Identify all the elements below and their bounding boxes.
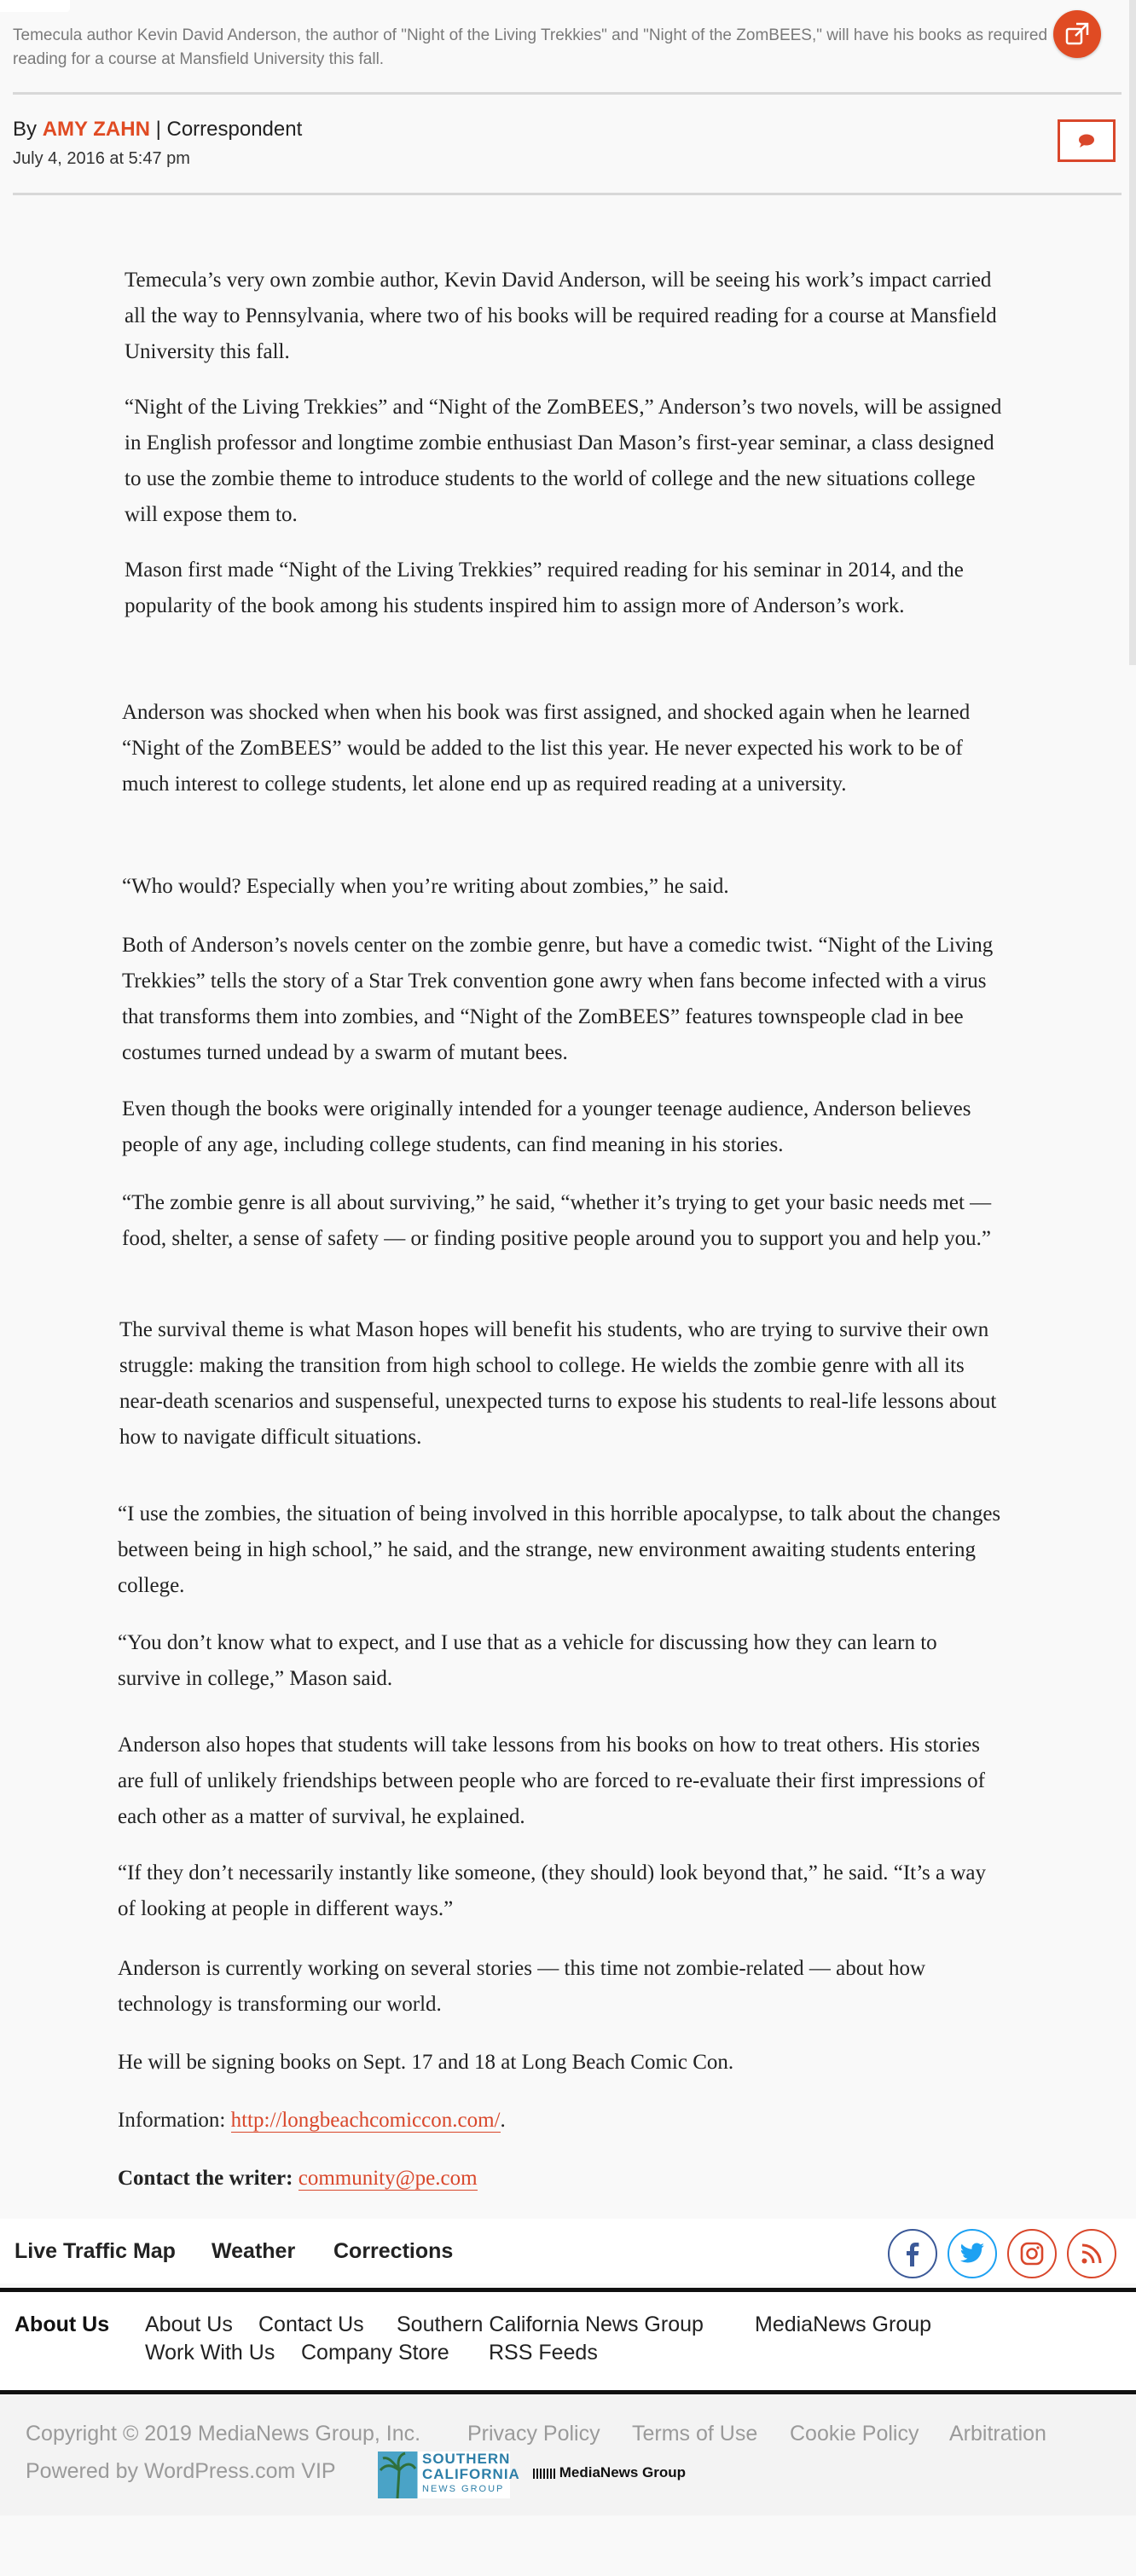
article-paragraph: “If they don’t necessarily instantly like someone, (they should) look beyond that,” he said. “It’s a way of looking at people in different ways.” bbox=[118, 1861, 987, 1920]
twitter-icon bbox=[959, 2243, 985, 2265]
photo-caption: Temecula author Kevin David Anderson, the author of "Night of the Living Trekkies" and "Night of the ZomBEES," will have his books as required reading for a course at Mansfield University this fall. bbox=[13, 26, 1048, 68]
about-link-rss-feeds[interactable]: RSS Feeds bbox=[489, 2341, 598, 2365]
twitter-button[interactable] bbox=[948, 2229, 997, 2278]
author-role: Correspondent bbox=[166, 118, 303, 141]
scrollbar[interactable] bbox=[1129, 0, 1136, 665]
article-paragraph: “Who would? Especially when you’re writing about zombies,” he said. bbox=[122, 875, 729, 898]
article-paragraph: He will be signing books on Sept. 17 and 18 at Long Beach Comic Con. bbox=[118, 2051, 734, 2074]
article-paragraph: “I use the zombies, the situation of being involved in this horrible apocalypse, to talk about the changes between being in high school,” he said, and the strange, new environment awaiting students entering college. bbox=[118, 1502, 1001, 1597]
scng-logo[interactable] bbox=[378, 2451, 520, 2498]
footer-link-weather[interactable]: Weather bbox=[212, 2239, 296, 2263]
about-section bbox=[0, 2292, 1136, 2390]
article-paragraph: Anderson is currently working on several stories — this time not zombie-related — about how technology is transforming our world. bbox=[118, 1957, 926, 2016]
scng-logo-line3: NEWS GROUP bbox=[422, 2484, 505, 2494]
header-divider bbox=[13, 92, 1122, 95]
article-paragraph: Both of Anderson’s novels center on the zombie genre, but have a comedic twist. “Night of the Living Trekkies” tells the story of a Star Trek convention gone awry when fans become infected with a virus that transforms them into zombies, and “Night of the ZomBEES” features townspeople clad in bee costumes turned undead by a swarm of mutant bees. bbox=[122, 934, 994, 1064]
about-heading: About Us bbox=[14, 2313, 110, 2336]
article-paragraph: The survival theme is what Mason hopes will benefit his students, who are trying to survive their own struggle: making the transition from high school to college. He wields the zombie genre with all its near-death scenarios and suspenseful, unexpected turns to expose his students to real-life lessons about how to navigate difficult situations. bbox=[119, 1318, 997, 1449]
terms-of-use-link[interactable]: Terms of Use bbox=[632, 2422, 758, 2446]
article-paragraph: Even though the books were originally intended for a younger teenage audience, Anderson believes people of any age, including college students, can find meaning in his stories. bbox=[122, 1097, 971, 1156]
article-paragraph: Anderson was shocked when when his book was first assigned, and shocked again when he learned “Night of the ZomBEES” would be added to the list this year. He never expected his work to be of much interest to college students, let alone end up as required reading at a university. bbox=[122, 701, 971, 796]
info-paragraph bbox=[118, 2103, 1005, 2139]
article-paragraph: “Night of the Living Trekkies” and “Night of the ZomBEES,” Anderson’s two novels, will be assigned in English professor and longtime zombie enthusiast Dan Mason’s first-year seminar, a class designed to use the zombie theme to introduce students to the world of college and the new situations college will expose them to. bbox=[125, 396, 1002, 526]
scng-logo-line1: SOUTHERN bbox=[422, 2451, 511, 2467]
scng-logo-line2: CALIFORNIA bbox=[422, 2466, 520, 2482]
expand-gallery-icon bbox=[1064, 21, 1090, 47]
rss-icon bbox=[1081, 2243, 1103, 2265]
medianews-group-logo[interactable] bbox=[533, 2464, 686, 2481]
instagram-button[interactable] bbox=[1007, 2229, 1057, 2278]
medianews-logo-text: MediaNews Group bbox=[559, 2464, 687, 2480]
byline-divider bbox=[13, 193, 1122, 195]
copyright-section bbox=[0, 2396, 1136, 2515]
contact-paragraph bbox=[118, 2161, 1005, 2197]
article-paragraph: Temecula’s very own zombie author, Kevin David Anderson, will be seeing his work’s impact carried all the way to Pennsylvania, where two of his books will be required reading for a course at Mansfield University this fall. bbox=[125, 269, 997, 363]
article-paragraph: Mason first made “Night of the Living Trekkies” required reading for his seminar in 2014, and the popularity of the book among his students inspired him to assign more of Anderson’s work. bbox=[125, 559, 964, 617]
privacy-policy-link[interactable]: Privacy Policy bbox=[467, 2422, 600, 2446]
arbitration-link[interactable]: Arbitration bbox=[949, 2422, 1046, 2446]
about-link-contact-us[interactable]: Contact Us bbox=[258, 2313, 364, 2336]
info-label: Information: bbox=[118, 2109, 226, 2132]
contact-email-link[interactable]: community@pe.com bbox=[298, 2167, 478, 2190]
facebook-icon bbox=[903, 2241, 922, 2266]
about-link-company-store[interactable]: Company Store bbox=[301, 2341, 449, 2365]
about-link-scng[interactable]: Southern California News Group bbox=[397, 2313, 704, 2336]
about-divider bbox=[0, 2390, 1136, 2394]
info-link[interactable]: http://longbeachcomiccon.com/ bbox=[230, 2109, 501, 2132]
top-stub bbox=[0, 0, 70, 12]
facebook-button[interactable] bbox=[888, 2229, 937, 2278]
byline-separator: | bbox=[155, 118, 161, 141]
article-paragraph: “You don’t know what to expect, and I use that as a vehicle for discussing how they can learn to survive in college,” Mason said. bbox=[118, 1631, 937, 1690]
instagram-icon bbox=[1020, 2242, 1044, 2266]
byline bbox=[13, 118, 302, 142]
article-paragraph: “The zombie genre is all about surviving,” he said, “whether it’s trying to get your basic needs met — food, shelter, a sense of safety — or finding positive people around you to support you and help you.” bbox=[122, 1191, 992, 1250]
about-link-work-with-us[interactable]: Work With Us bbox=[145, 2341, 275, 2365]
footer-link-live-traffic-map[interactable]: Live Traffic Map bbox=[14, 2239, 176, 2263]
comments-button[interactable] bbox=[1058, 119, 1116, 162]
footer-link-corrections[interactable]: Corrections bbox=[333, 2239, 454, 2263]
cookie-policy-link[interactable]: Cookie Policy bbox=[790, 2422, 919, 2446]
comment-icon bbox=[1077, 133, 1096, 148]
byline-prefix: By bbox=[13, 118, 38, 141]
about-link-medianews-group[interactable]: MediaNews Group bbox=[755, 2313, 932, 2336]
info-suffix: . bbox=[500, 2109, 506, 2132]
medianews-bars-icon bbox=[533, 2469, 555, 2479]
contact-label: Contact the writer: bbox=[118, 2167, 293, 2190]
palm-tree-icon bbox=[378, 2452, 417, 2498]
author-link[interactable]: AMY ZAHN bbox=[42, 118, 150, 141]
publish-date: July 4, 2016 at 5:47 pm bbox=[13, 149, 190, 168]
about-link-about-us[interactable]: About Us bbox=[145, 2313, 233, 2336]
copyright-text: Copyright © 2019 MediaNews Group, Inc. bbox=[26, 2422, 421, 2446]
article-paragraph: Anderson also hopes that students will take lessons from his books on how to treat others. His stories are full of unlikely friendships between people who are forced to re-evaluate their first impressions of each other as a matter of survival, he explained. bbox=[118, 1734, 986, 1828]
footer-nav bbox=[0, 2219, 1136, 2284]
rss-button[interactable] bbox=[1067, 2229, 1116, 2278]
open-gallery-button[interactable] bbox=[1053, 10, 1101, 58]
powered-by-link[interactable]: Powered by WordPress.com VIP bbox=[26, 2459, 336, 2483]
